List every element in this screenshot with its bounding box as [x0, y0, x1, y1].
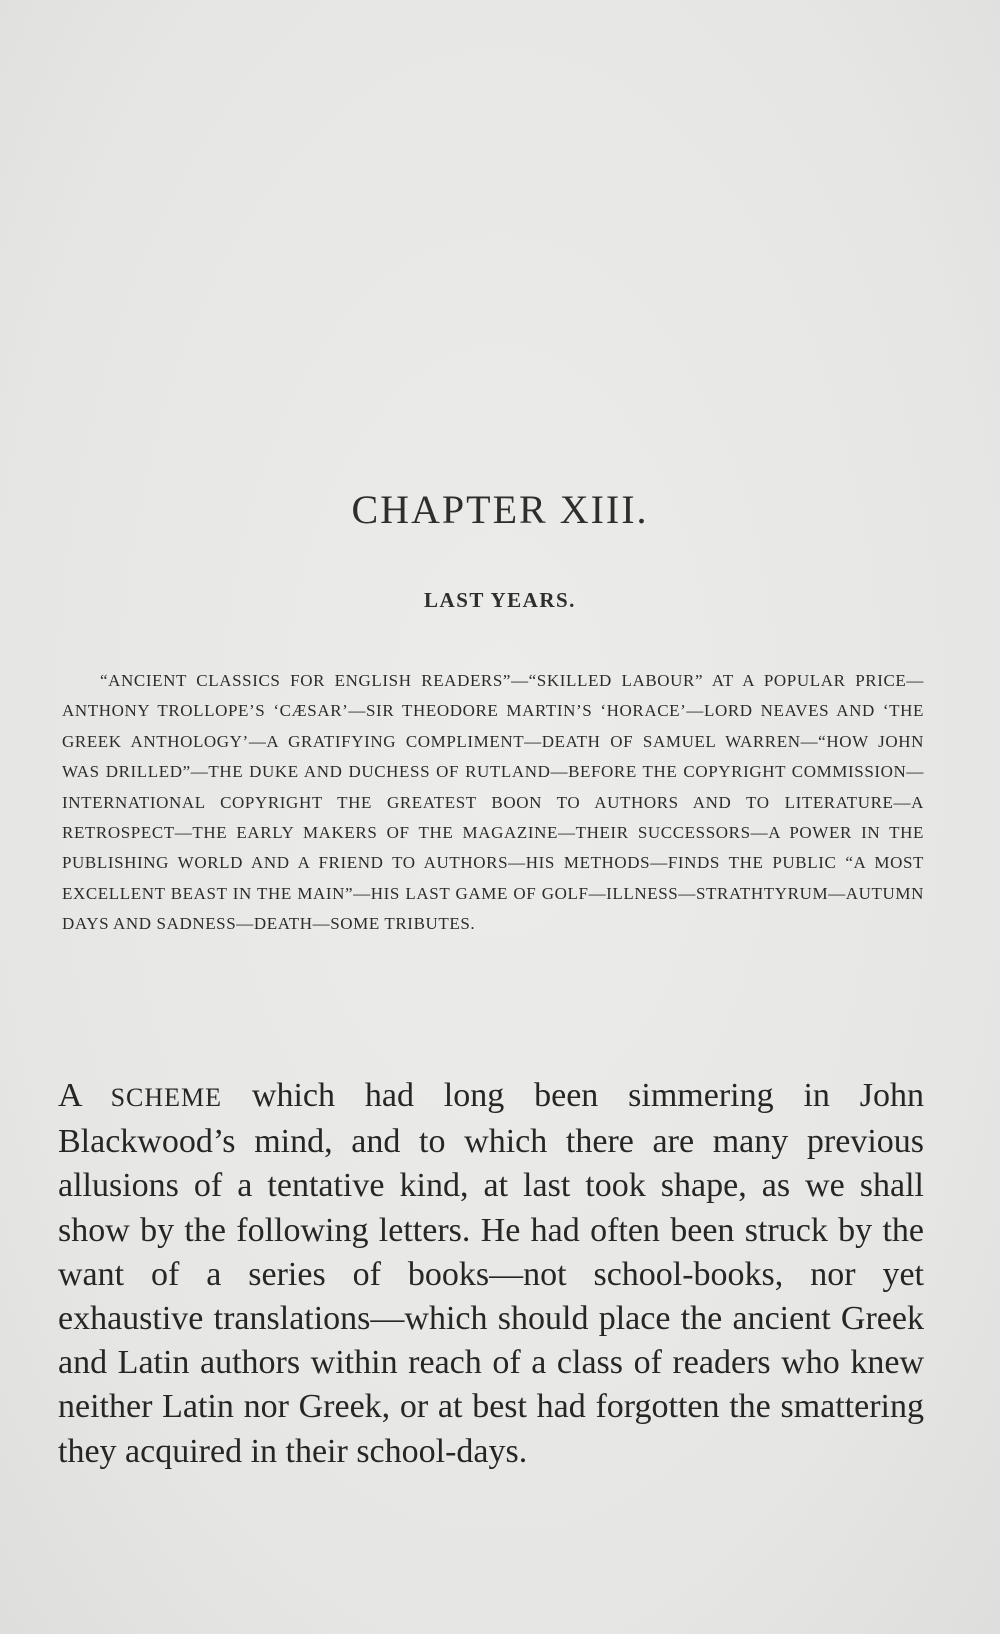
chapter-subtitle: LAST YEARS. [424, 588, 576, 612]
body-paragraph-text: which had long been simmering in John Blackwood’s mind, and to which there are many previous allusions of a tentative kind, at last took shape, as we shall show by the following letters. He had often been struck by the want of a series of books—not school-books, nor yet exhaustive translations—which should place the ancient Greek and Latin authors within reach of a class of readers who knew neither Latin nor Greek, or at best had forgotten the smattering they acquired in their school-days. [58, 1077, 925, 1470]
lead-smallcaps: SCHEME [110, 1083, 223, 1112]
body-paragraph [58, 1074, 924, 1474]
chapter-synopsis-text: “ANCIENT CLASSICS FOR ENGLISH READERS”—“SKILLED LABOUR” AT A POPULAR PRICE—ANTHONY TROLLOPE’S ‘CÆSAR’—SIR THEODORE MARTIN’S ‘HORACE’—LORD NEAVES AND ‘THE GREEK ANTHOLOGY’—A GRATIFYING COMPLIMENT—DEATH OF SAMUEL WARREN—“HOW JOHN WAS DRILLED”—THE DUKE AND DUCHESS OF RUTLAND—BEFORE THE COPYRIGHT COMMISSION—INTERNATIONAL COPYRIGHT THE GREATEST BOON TO AUTHORS AND TO LITERATURE—A RETROSPECT—THE EARLY MAKERS OF THE MAGAZINE—THEIR SUCCESSORS—A POWER IN THE PUBLISHING WORLD AND A FRIEND TO AUTHORS—HIS METHODS—FINDS THE PUBLIC “A MOST EXCELLENT BEAST IN THE MAIN”—HIS LAST GAME OF GOLF—ILLNESS—STRATHTYRUM—AUTUMN DAYS AND SADNESS—DEATH—SOME TRIBUTES. [62, 671, 924, 934]
chapter-synopsis [62, 666, 924, 940]
chapter-title: CHAPTER XIII. [351, 487, 649, 532]
lead-word [58, 1077, 222, 1114]
lead-capital: A [58, 1077, 81, 1114]
